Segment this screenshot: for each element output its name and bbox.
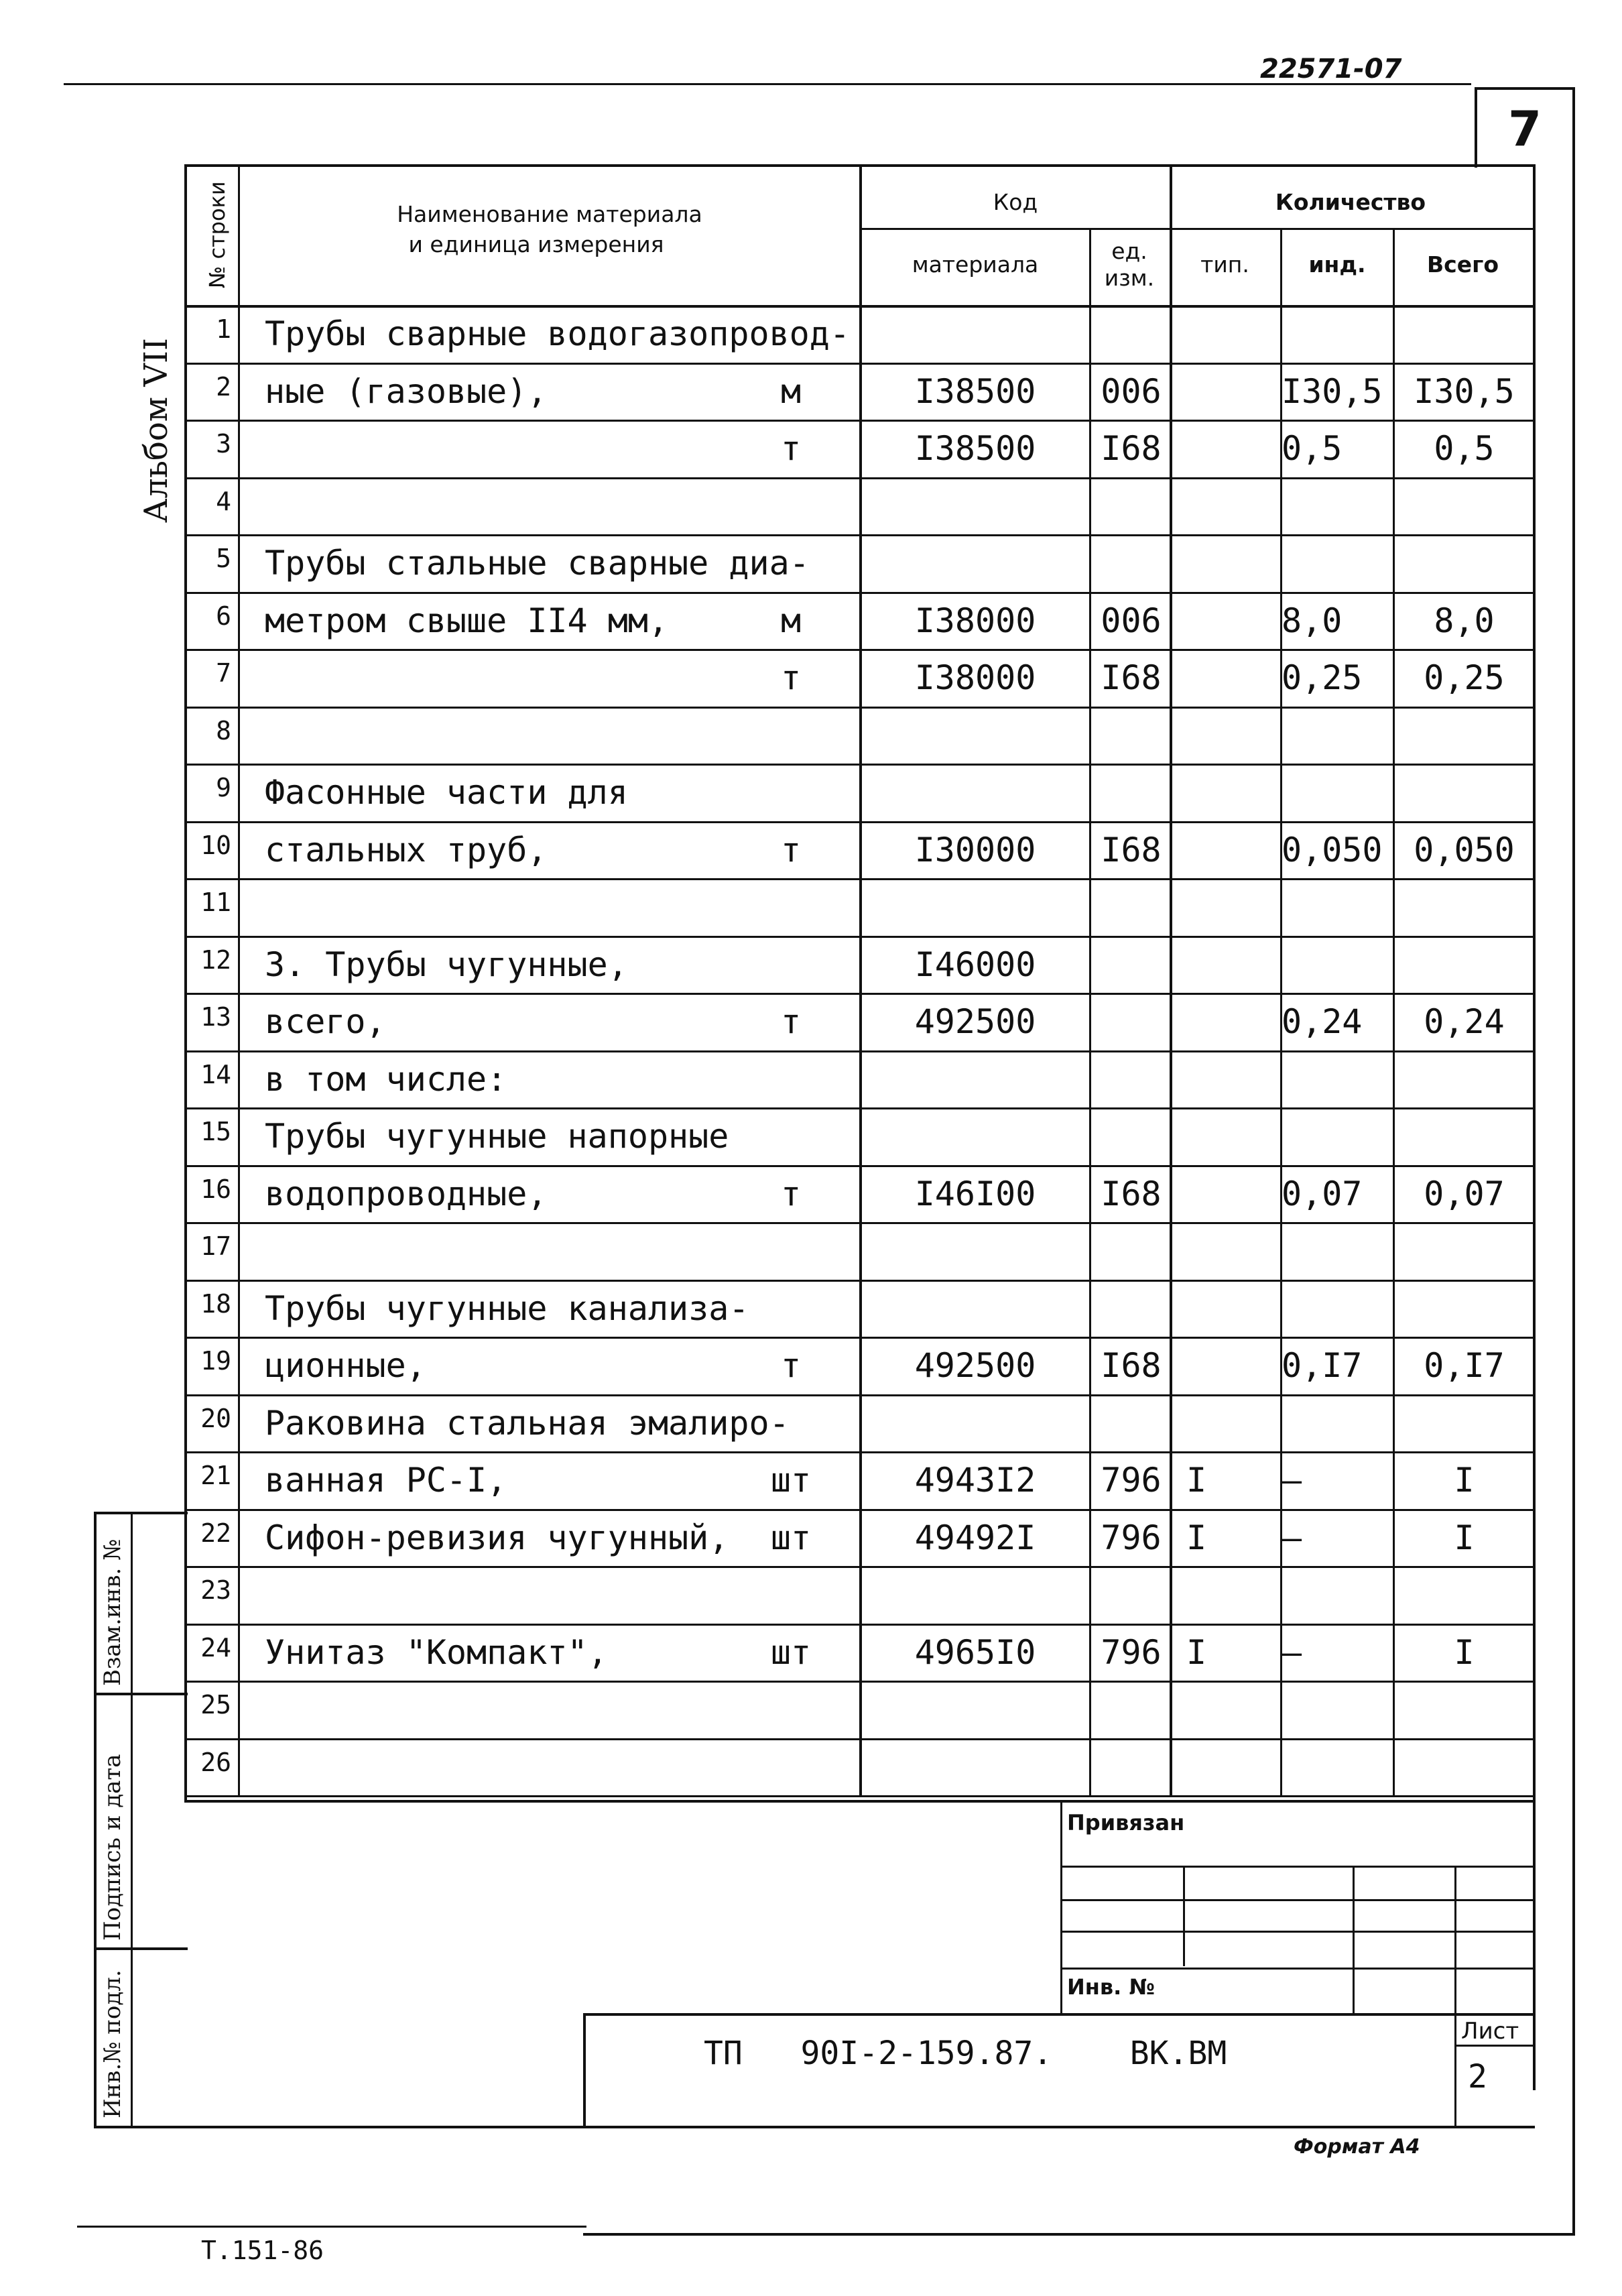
row-material-name: Трубы чугунные канализа-	[265, 1288, 749, 1328]
row-material-name: в том числе:	[265, 1059, 507, 1099]
side-stamp-div2	[94, 1947, 188, 1950]
row-qty-total: 0,24	[1424, 1002, 1505, 1041]
row-qty-ind: 0,5	[1282, 429, 1343, 468]
table-row	[0, 1624, 1622, 1681]
row-material-name: Раковина стальная эмалиро-	[265, 1403, 790, 1443]
table-row	[0, 1050, 1622, 1108]
row-unit: т	[780, 429, 802, 468]
row-number: 23	[200, 1575, 231, 1605]
table-row	[0, 1280, 1622, 1337]
side-stamp-div1	[94, 1693, 188, 1695]
table-row	[0, 936, 1622, 993]
table-row	[0, 1222, 1622, 1280]
row-material-code: 49492I	[914, 1518, 1036, 1557]
row-unit: м	[780, 371, 802, 411]
row-qty-ind: 8,0	[1282, 601, 1343, 640]
row-number: 19	[200, 1346, 231, 1376]
row-unit-code: I68	[1101, 1174, 1162, 1213]
row-material-name: водопроводные,	[265, 1174, 548, 1213]
row-qty-ind: –	[1282, 1518, 1302, 1557]
row-number: 20	[200, 1403, 231, 1433]
table-row	[0, 363, 1622, 420]
row-unit: т	[780, 1346, 802, 1385]
page-box-left	[1475, 87, 1477, 168]
row-number: 7	[216, 658, 231, 688]
table-row	[0, 477, 1622, 535]
header-ind: инд.	[1308, 251, 1366, 278]
row-qty-total: 0,25	[1424, 658, 1505, 697]
row-number: 9	[216, 773, 231, 802]
row-qty-total: 0,5	[1434, 429, 1495, 468]
table-row	[0, 1337, 1622, 1394]
row-qty-total: 0,I7	[1424, 1346, 1505, 1385]
row-material-name: 3. Трубы чугунные,	[265, 945, 628, 984]
stamp-bottom	[94, 2126, 1535, 2128]
row-number: 25	[200, 1690, 231, 1719]
stamp-privyazan: Привязан	[1067, 1810, 1185, 1835]
row-number: 5	[216, 544, 231, 573]
table-header-mid	[859, 228, 1533, 230]
row-material-name: Трубы чугунные напорные	[265, 1117, 729, 1156]
row-unit-code: 796	[1101, 1632, 1162, 1672]
page-box-top	[1475, 87, 1575, 90]
row-unit-code: I68	[1101, 429, 1162, 468]
document-number: 22571-07	[1260, 54, 1402, 84]
side-invpodl: Инв.№ подл.	[99, 1970, 126, 2118]
row-qty-total: I30,5	[1414, 371, 1515, 411]
row-material-code: I46I00	[914, 1174, 1036, 1213]
row-qty-typ: I	[1186, 1518, 1207, 1557]
header-total: Всего	[1426, 251, 1499, 278]
row-number: 21	[200, 1461, 231, 1490]
row-material-code: I38000	[914, 601, 1036, 640]
stamp-title-left	[583, 2013, 586, 2127]
row-unit-code: I68	[1101, 830, 1162, 869]
row-unit: т	[780, 830, 802, 869]
row-unit-code: 006	[1101, 601, 1162, 640]
row-material-name: всего,	[265, 1002, 386, 1041]
row-number: 26	[200, 1747, 231, 1777]
table-row-line	[184, 1795, 1536, 1797]
row-unit: т	[780, 1002, 802, 1041]
row-qty-total: I	[1454, 1632, 1475, 1672]
table-row	[0, 1394, 1622, 1452]
row-number: 13	[200, 1002, 231, 1032]
stamp-line3	[1060, 1931, 1533, 1933]
side-stamp-left	[94, 1512, 97, 2128]
table-row	[0, 821, 1622, 879]
table-row	[0, 993, 1622, 1050]
album-label: Альбом VII	[137, 338, 175, 523]
table-row	[0, 649, 1622, 707]
table-row	[0, 534, 1622, 592]
row-material-name: ные (газовые),	[265, 371, 548, 411]
row-unit-code: 006	[1101, 371, 1162, 411]
table-row	[0, 1566, 1622, 1624]
row-material-name: Сифон-ревизия чугунный,	[265, 1518, 729, 1557]
row-qty-total: 8,0	[1434, 601, 1495, 640]
row-number: 10	[200, 830, 231, 860]
bottom-rule	[77, 2226, 586, 2228]
header-row-number: № строки	[204, 181, 230, 288]
row-number: 24	[200, 1632, 231, 1663]
stamp-sheet-mid	[1454, 2045, 1533, 2047]
stamp-title-top	[583, 2013, 1533, 2016]
side-stamp-inner	[131, 1512, 133, 2128]
row-number: 4	[216, 486, 231, 516]
row-number: 17	[200, 1231, 231, 1261]
row-number: 6	[216, 601, 231, 631]
table-row	[0, 592, 1622, 650]
row-number: 16	[200, 1174, 231, 1204]
row-unit: м	[780, 601, 802, 640]
row-number: 14	[200, 1059, 231, 1089]
row-material-code: I30000	[914, 830, 1036, 869]
row-qty-typ: I	[1186, 1461, 1207, 1500]
row-qty-typ: I	[1186, 1632, 1207, 1672]
stamp-line1	[1060, 1866, 1533, 1868]
stamp-sheet-label: Лист	[1461, 2018, 1519, 2045]
stamp-v1	[1183, 1866, 1185, 1966]
table-row	[0, 1451, 1622, 1509]
stamp-inv-no: Инв. №	[1067, 1974, 1155, 2000]
row-number: 15	[200, 1117, 231, 1146]
row-number: 11	[200, 888, 231, 917]
row-material-name: ванная РС-I,	[265, 1461, 507, 1500]
row-unit: т	[780, 1174, 802, 1213]
table-row	[0, 420, 1622, 477]
stamp-line4	[1060, 1968, 1533, 1970]
row-material-code: I46000	[914, 945, 1036, 984]
header-name-line1: Наименование материала	[397, 201, 702, 227]
header-unit-2: изм.	[1104, 265, 1155, 291]
table-row	[0, 1681, 1622, 1738]
row-unit: шт	[770, 1632, 812, 1672]
row-qty-ind: –	[1282, 1632, 1302, 1672]
row-unit-code: I68	[1101, 1346, 1162, 1385]
row-qty-ind: 0,25	[1282, 658, 1363, 697]
row-material-code: 4965I0	[914, 1632, 1036, 1672]
row-unit: т	[780, 658, 802, 697]
row-number: 1	[216, 314, 231, 344]
stamp-line2	[1060, 1899, 1533, 1901]
row-material-name: стальных труб,	[265, 830, 548, 869]
frame-bottom	[583, 2233, 1575, 2236]
row-unit: шт	[770, 1461, 812, 1500]
row-qty-total: I	[1454, 1518, 1475, 1557]
header-typ: тип.	[1200, 251, 1249, 278]
row-material-name: Трубы сварные водогазопровод-	[265, 314, 850, 353]
row-number: 18	[200, 1288, 231, 1319]
side-podpis: Подпись и дата	[99, 1754, 126, 1941]
row-unit-code: 796	[1101, 1518, 1162, 1557]
row-material-name: метром свыше II4 мм,	[265, 601, 669, 640]
stamp-top	[184, 1800, 1533, 1803]
row-qty-ind: 0,050	[1282, 830, 1383, 869]
row-qty-total: 0,050	[1414, 830, 1515, 869]
header-code: Код	[993, 189, 1038, 215]
table-row	[0, 764, 1622, 821]
format-label: Формат А4	[1294, 2135, 1420, 2159]
row-number: 22	[200, 1518, 231, 1548]
stamp-priv-left	[1060, 1800, 1062, 2014]
header-material: материала	[912, 251, 1039, 278]
table-row	[0, 1738, 1622, 1796]
row-material-code: 492500	[914, 1002, 1036, 1041]
header-unit-1: ед.	[1111, 238, 1147, 264]
stamp-sheet-left	[1454, 2013, 1456, 2127]
row-material-name: ционные,	[265, 1346, 426, 1385]
row-qty-ind: 0,07	[1282, 1174, 1363, 1213]
row-material-name: Трубы стальные сварные диа-	[265, 544, 810, 583]
row-material-code: 4943I2	[914, 1461, 1036, 1500]
row-qty-total: 0,07	[1424, 1174, 1505, 1213]
table-row	[0, 707, 1622, 764]
side-vzam: Взам.инв. №	[99, 1538, 126, 1686]
row-material-name: Фасонные части для	[265, 773, 628, 812]
row-qty-ind: 0,I7	[1282, 1346, 1363, 1385]
stamp-v2	[1353, 1866, 1355, 2013]
table-row	[0, 1107, 1622, 1165]
row-number: 3	[216, 429, 231, 459]
row-qty-ind: I30,5	[1282, 371, 1383, 411]
row-unit-code: 796	[1101, 1461, 1162, 1500]
row-material-code: I38500	[914, 371, 1036, 411]
row-unit-code: I68	[1101, 658, 1162, 697]
row-qty-ind: 0,24	[1282, 1002, 1363, 1041]
table-row	[0, 1509, 1622, 1567]
header-name-line2: и единица измерения	[408, 231, 664, 257]
page-number: 7	[1508, 101, 1542, 157]
stamp-sheet-number: 2	[1468, 2058, 1487, 2096]
row-number: 12	[200, 945, 231, 975]
row-number: 2	[216, 371, 231, 402]
row-material-code: I38000	[914, 658, 1036, 697]
row-unit: шт	[770, 1518, 812, 1557]
table-row	[0, 878, 1622, 936]
side-stamp-top	[94, 1512, 188, 1514]
row-material-code: 492500	[914, 1346, 1036, 1385]
stamp-title: ТП 90I-2-159.87. ВК.ВМ	[704, 2035, 1227, 2072]
row-material-code: I38500	[914, 429, 1036, 468]
stamp-v3	[1454, 1866, 1456, 2013]
row-number: 8	[216, 715, 231, 745]
table-row	[0, 1165, 1622, 1223]
header-quantity: Количество	[1275, 189, 1426, 215]
table-row	[0, 305, 1622, 363]
footer-code: Т.151-86	[201, 2236, 324, 2265]
row-qty-ind: –	[1282, 1461, 1302, 1500]
row-material-name: Унитаз "Компакт",	[265, 1632, 608, 1672]
row-qty-total: I	[1454, 1461, 1475, 1500]
